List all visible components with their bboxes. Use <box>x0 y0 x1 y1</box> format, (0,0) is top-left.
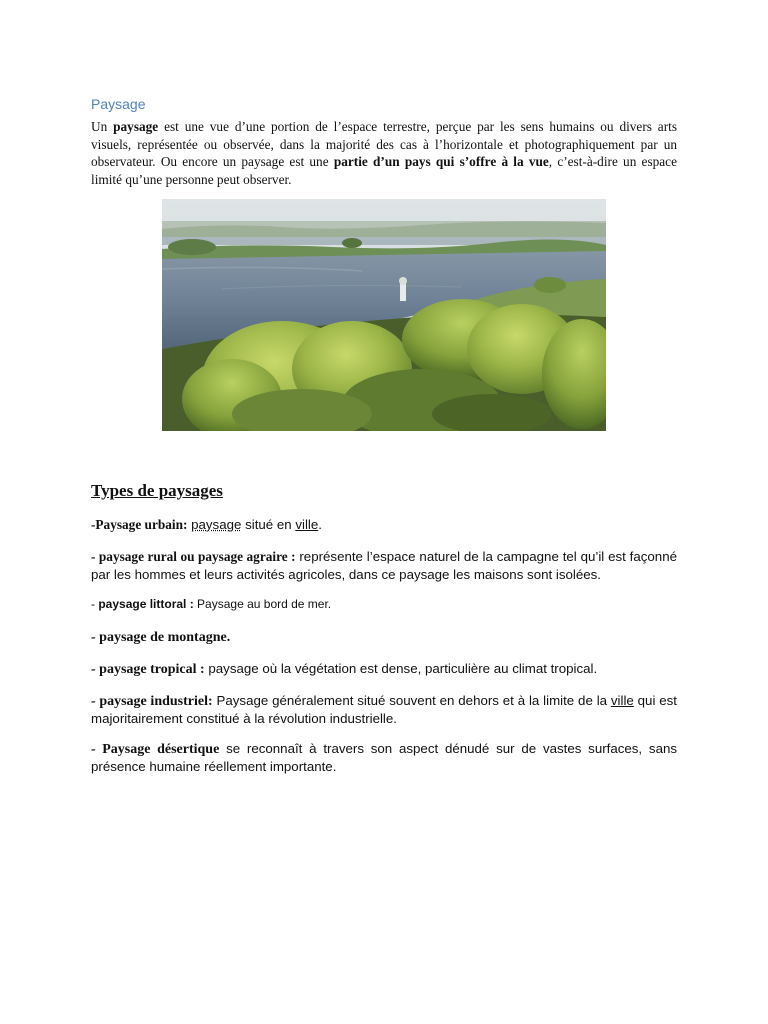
item-label: - paysage de montagne. <box>91 630 231 645</box>
item-label: - paysage tropical : <box>91 662 205 677</box>
section-title-types: Types de paysages <box>91 481 223 500</box>
list-item-urbain <box>91 516 677 533</box>
section-title-paysage: Paysage <box>91 96 146 112</box>
text-run: paysage où la végétation est dense, particulière au climat tropical. <box>204 661 598 676</box>
link-ville[interactable]: ville <box>610 693 634 708</box>
text-run: Paysage généralement situé souvent en dehors et à la limite de la <box>212 693 611 708</box>
list-item-littoral <box>91 596 677 612</box>
text-run: représente l’espace naturel de la campagne tel qu’il est façonné par les hommes et leurs activités agricoles, dans ce paysage les maisons sont isolées. <box>91 549 677 582</box>
item-label: - Paysage désertique <box>91 742 220 757</box>
text-run: - <box>91 597 99 611</box>
text-run: Paysage au bord de mer. <box>193 597 332 611</box>
item-label: - paysage rural ou paysage agraire : <box>91 549 296 564</box>
list-item-tropical <box>91 660 677 679</box>
link-paysage[interactable]: paysage <box>191 517 242 532</box>
text-run: , c’est-à-dire un espace limité qu’une personne peut observer. <box>91 154 677 187</box>
list-item-industriel <box>91 692 677 727</box>
text-run: . <box>318 517 322 532</box>
bold-term-paysage: paysage <box>113 119 159 134</box>
list-item-rural <box>91 548 677 584</box>
paysage-definition-paragraph <box>91 118 677 188</box>
text-run: situé en <box>241 517 296 532</box>
item-label: paysage littoral : <box>98 597 194 611</box>
text-run: qui est majoritairement constitué à la révolution industrielle. <box>91 693 677 726</box>
text-run: se reconnaît à travers son aspect dénudé sur de vastes surfaces, sans présence humaine réellement importante. <box>91 741 678 774</box>
item-label: -Paysage urbain: <box>91 517 188 532</box>
item-label: - paysage industriel: <box>91 694 213 709</box>
text-run: Un <box>91 119 114 134</box>
landscape-photo <box>162 199 606 431</box>
text-run: est une vue d’une portion de l’espace terrestre, perçue par les sens humains ou divers arts visuels, représentée ou observée, dans la majorité des cas à l’horizontale et photographiquement par un observateur. Ou encore un paysage est une <box>91 119 677 169</box>
list-item-desertique <box>91 740 677 775</box>
bold-phrase: partie d’un pays qui s’offre à la vue <box>333 154 549 169</box>
link-ville[interactable]: ville <box>295 517 319 532</box>
list-item-montagne <box>91 629 677 647</box>
